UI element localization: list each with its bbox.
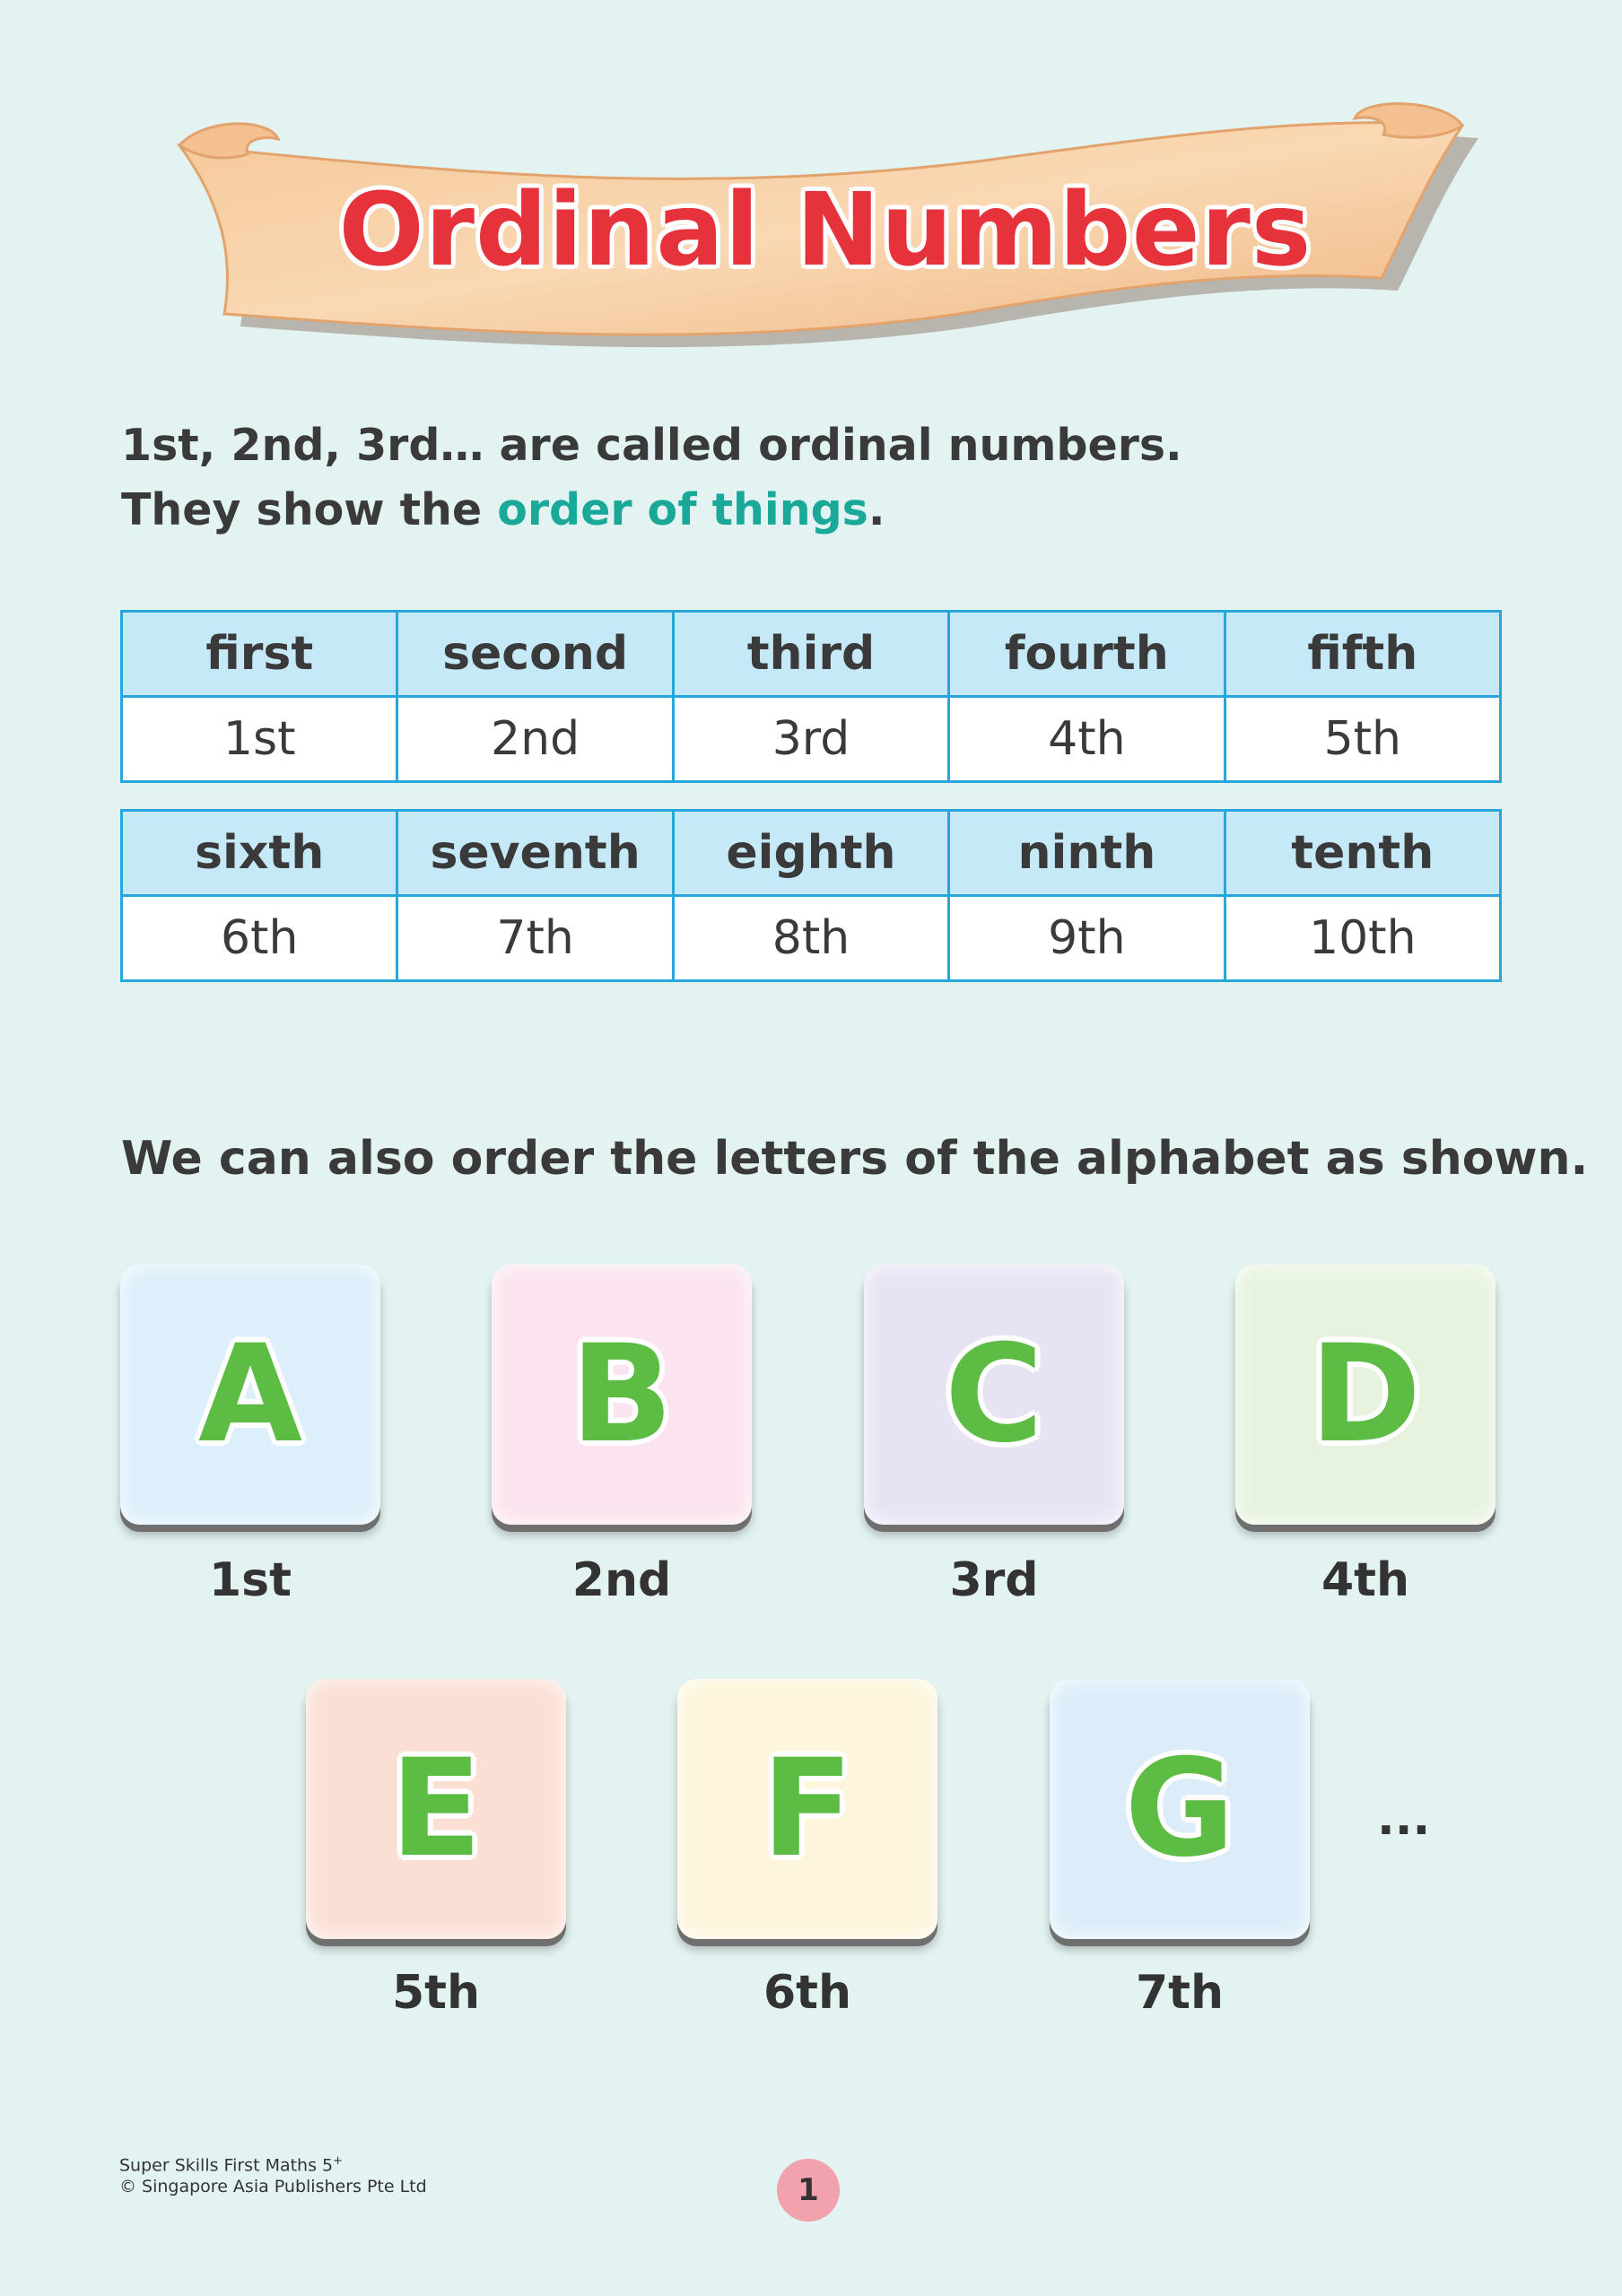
table-cell-word: ninth	[949, 811, 1225, 896]
page-number: 1	[777, 2159, 840, 2222]
table-cell-number: 10th	[1225, 896, 1500, 981]
letter-block-e	[306, 1679, 566, 1939]
footer-book-title	[119, 2151, 427, 2176]
table-cell-word: sixth	[122, 811, 397, 896]
block-label: 3rd	[949, 1553, 1039, 1607]
table-cell-number: 5th	[1225, 697, 1500, 782]
alphabet-order-text: We can also order the letters of the alphabet as shown.	[121, 1132, 1589, 1186]
highlight-order-of-things: order of things	[497, 484, 868, 535]
table-cell-number: 6th	[122, 896, 397, 981]
block-label: 6th	[763, 1966, 852, 2020]
intro-line-2-start: They show the	[121, 484, 498, 535]
block-letter: E	[389, 1731, 483, 1887]
letter-block-d	[1235, 1265, 1496, 1525]
table-cell-word: first	[122, 612, 397, 697]
footer-credits	[119, 2151, 427, 2197]
footer-book-sup: +	[333, 2154, 344, 2168]
table-cell-word: tenth	[1225, 811, 1500, 896]
table-row-numbers	[122, 896, 1501, 981]
block-label: 2nd	[571, 1553, 672, 1607]
table-cell-number: 3rd	[673, 697, 948, 782]
table-cell-word: eighth	[673, 811, 948, 896]
ordinal-table-1-to-5	[120, 610, 1502, 783]
table-row-words	[122, 612, 1501, 697]
page-title: Ordinal Numbers	[338, 172, 1312, 289]
footer-book-name: Super Skills First Maths 5	[119, 2155, 334, 2176]
block-letter: A	[197, 1317, 303, 1473]
table-cell-number: 9th	[949, 896, 1225, 981]
table-cell-word: fourth	[949, 612, 1225, 697]
table-cell-number: 1st	[122, 697, 397, 782]
table-row-words	[122, 811, 1501, 896]
letter-block-b	[492, 1265, 752, 1525]
table-row-numbers	[122, 697, 1501, 782]
footer-copyright: © Singapore Asia Publishers Pte Ltd	[119, 2177, 427, 2197]
title-banner	[170, 99, 1480, 368]
table-cell-number: 4th	[949, 697, 1225, 782]
letter-block-f	[677, 1679, 937, 1939]
block-letter: C	[944, 1317, 1044, 1473]
table-cell-word: fifth	[1225, 612, 1500, 697]
block-label: 7th	[1135, 1966, 1225, 2020]
intro-line-2	[121, 484, 885, 535]
table-cell-number: 8th	[673, 896, 948, 981]
block-label: 1st	[209, 1553, 292, 1607]
letter-block-g	[1050, 1679, 1310, 1939]
block-letter: D	[1309, 1317, 1422, 1473]
block-letter: G	[1124, 1731, 1235, 1887]
table-cell-word: second	[397, 612, 673, 697]
block-letter: F	[761, 1731, 854, 1887]
intro-line-1: 1st, 2nd, 3rd… are called ordinal numbers.	[121, 420, 1182, 471]
intro-line-2-end: .	[868, 484, 885, 535]
table-cell-number: 2nd	[397, 697, 673, 782]
letter-block-c	[864, 1265, 1124, 1525]
block-label: 4th	[1321, 1553, 1410, 1607]
letter-block-a	[120, 1265, 380, 1525]
table-cell-word: third	[673, 612, 948, 697]
table-cell-word: seventh	[397, 811, 673, 896]
block-label: 5th	[391, 1966, 481, 2020]
table-cell-number: 7th	[397, 896, 673, 981]
block-letter: B	[570, 1317, 674, 1473]
ordinal-table-6-to-10	[120, 809, 1502, 982]
continuation-ellipsis: ...	[1377, 1792, 1431, 1846]
